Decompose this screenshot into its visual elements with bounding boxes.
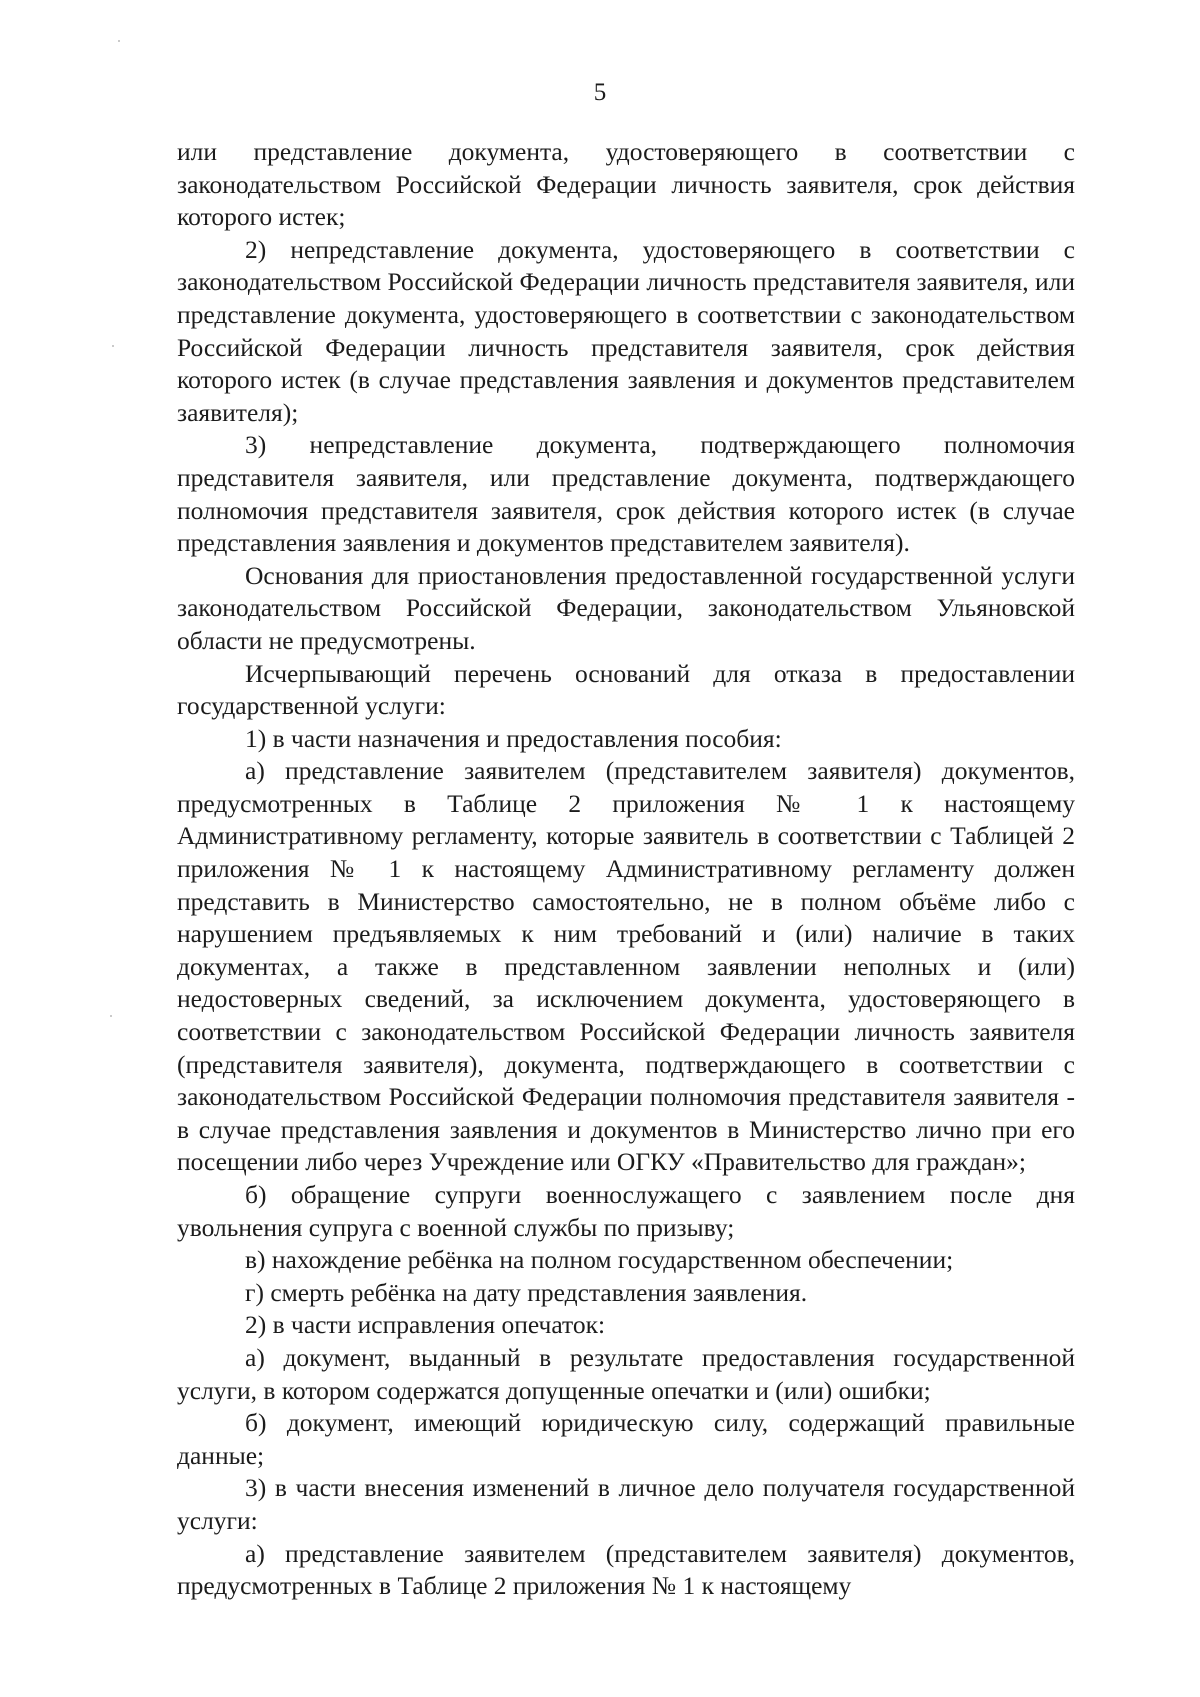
document-body	[177, 136, 1075, 1603]
paragraph-continuation: или представление документа, удостоверяющего в соответствии с законодательством Российской Федерации личность заявителя, срок действия которого истек;	[177, 137, 1075, 232]
paragraph-refusal-grounds-intro: Исчерпывающий перечень оснований для отказа в предоставлении государственной услуги:	[177, 658, 1075, 721]
paragraph-section-3: 3) в части внесения изменений в личное дело получателя государственной услуги:	[177, 1473, 1075, 1535]
scan-speck	[112, 345, 114, 347]
paragraph-item-2: 2) непредставление документа, удостоверяющего в соответствии с законодательством Российской Федерации личность представителя заявителя, или представление документа, удостоверяющего в соответствии с законодательством Российской Федерации личность представителя заявителя, срок действия которого истек (в случае представления заявления и документов представителем заявителя);	[177, 234, 1075, 427]
paragraph-item-3: 3) непредставление документа, подтверждающего полномочия представителя заявителя, или представление документа, подтверждающего полномочия представителя заявителя, срок действия которого истек (в случае представления заявления и документов представителем заявителя).	[177, 430, 1075, 558]
paragraph-section-1-a: а) представление заявителем (представителем заявителя) документов, предусмотренных в Таблице 2 приложения № 1 к настоящему Административному регламенту, которые заявитель в соответствии с Таблицей 2 приложения № 1 к настоящему Административному регламенту должен представить в Министерство самостоятельно, не в полном объёме либо с нарушением предъявляемых к ним требований и (или) наличие в таких документах, а также в представленном заявлении неполных и (или) недостоверных сведений, за исключением документа, удостоверяющего в соответствии с законодательством Российской Федерации личность заявителя (представителя заявителя), документа, подтверждающего в соответствии с законодательством Российской Федерации полномочия представителя заявителя - в случае представления заявления и документов в Министерство лично при его посещении либо через Учреждение или ОГКУ «Правительство для граждан»;	[177, 756, 1075, 1177]
page-number: 5	[593, 79, 607, 106]
paragraph-section-2-a: а) документ, выданный в результате предоставления государственной услуги, в котором содержатся допущенные опечатки и (или) ошибки;	[177, 1342, 1075, 1405]
paragraph-section-1-v: в) нахождение ребёнка на полном государственном обеспечении;	[245, 1245, 954, 1275]
paragraph-section-2: 2) в части исправления опечаток:	[245, 1310, 606, 1340]
scan-speck	[110, 1015, 112, 1017]
paragraph-section-3-a: а) представление заявителем (представителем заявителя) документов, предусмотренных в Таблице 2 приложения № 1 к настоящему	[177, 1538, 1075, 1601]
paragraph-section-1-b: б) обращение супруги военнослужащего с заявлением после дня увольнения супруга с военной службы по призыву;	[177, 1180, 1075, 1242]
paragraph-section-1: 1) в части назначения и предоставления пособия:	[245, 723, 782, 753]
scan-speck	[118, 40, 120, 42]
paragraph-section-2-b: б) документ, имеющий юридическую силу, содержащий правильные данные;	[177, 1408, 1075, 1470]
paragraph-section-1-g: г) смерть ребёнка на дату представления заявления.	[245, 1277, 808, 1307]
paragraph-suspension-grounds: Основания для приостановления предоставленной государственной услуги законодательством Российской Федерации, законодательством Ульяновской области не предусмотрены.	[177, 560, 1075, 655]
